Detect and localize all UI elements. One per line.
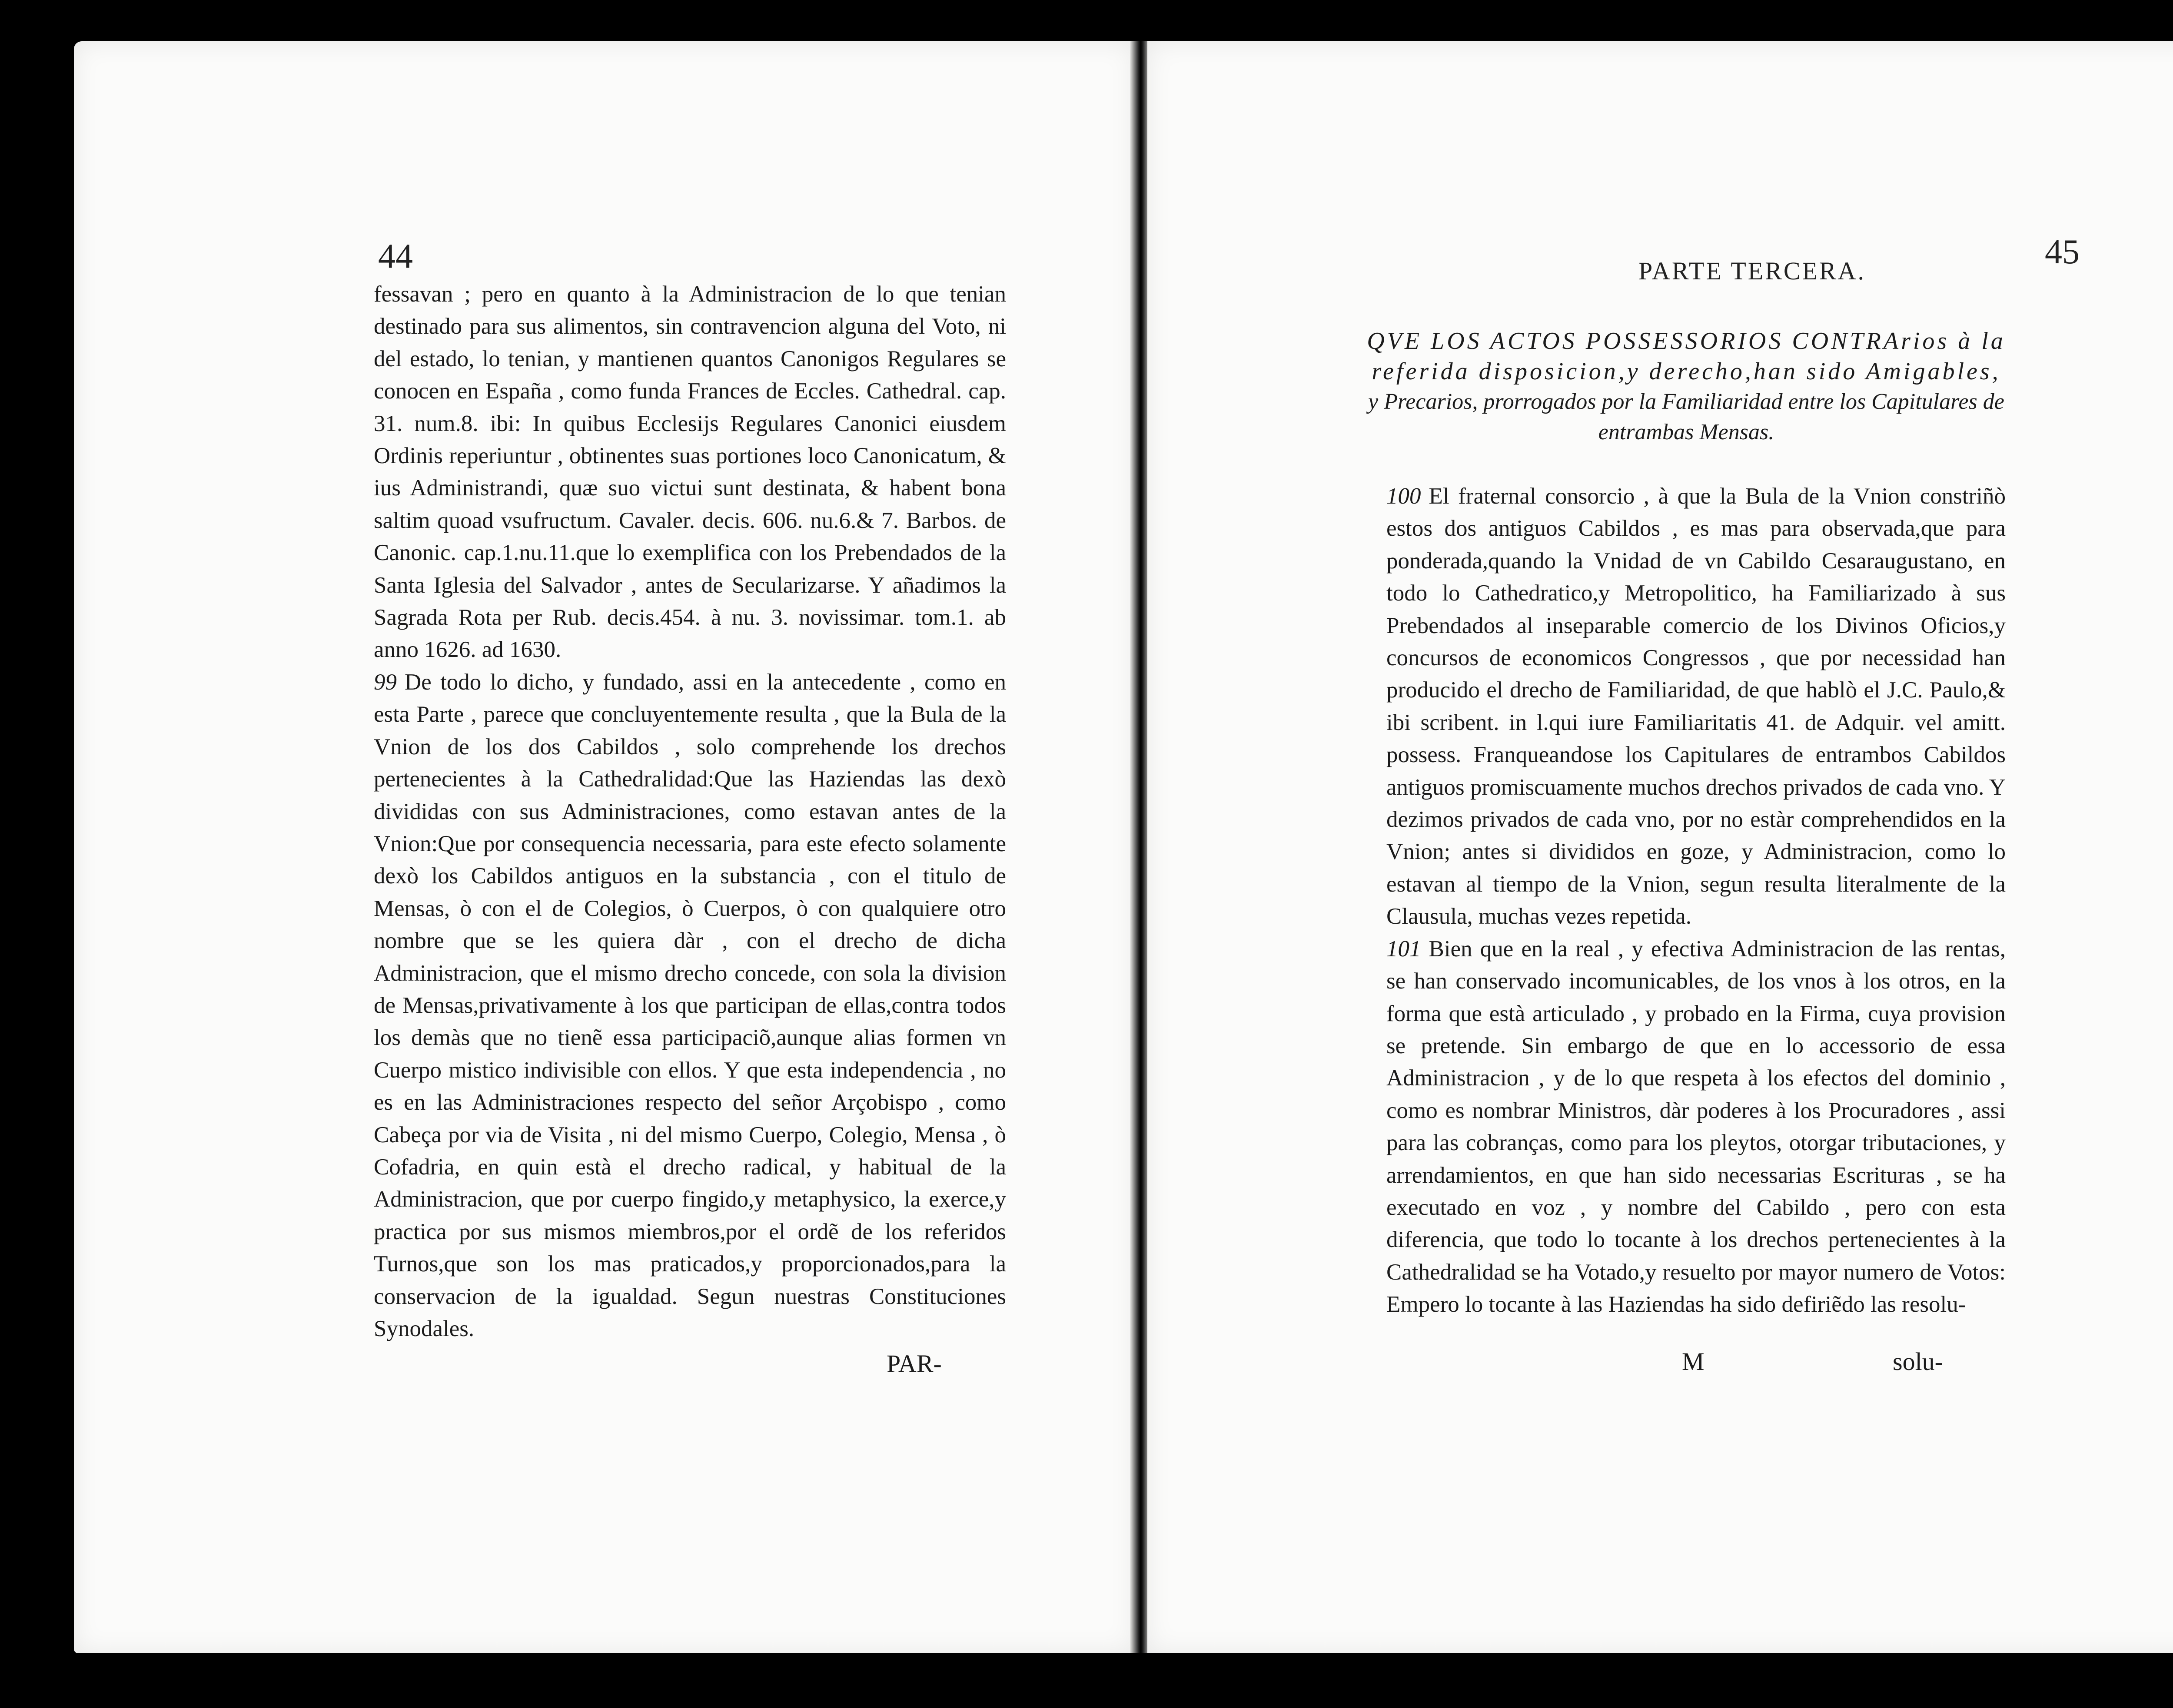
- paragraph-text: De todo lo dicho, y fundado, assi en la antecedente , como en esta Parte , parece que concluyentemente resulta , que la Bula de la Vnion de los dos Cabildos , solo comprehende los drechos pertenecientes à la Cathedralidad:Que las Haziendas las dexò divididas con sus Administraciones, como estavan antes de la Vnion:Que por consequencia necessaria, para este efecto solamente dexò los Cabildos antiguos en la substancia , con el titulo de Mensas, ò con el de Colegios, ò Cuerpos, ò con qualquiere otro nombre que se les quiera dàr , con el drecho de dicha Administracion, que el mismo drecho concede, con sola la division de Mensas,privativamente à los que participan de ellas,contra todos los demàs que no tienẽ essa participaciõ,aunque alias formen vn Cuerpo mistico indivisible con ellos. Y que esta independencia , no es en las Administraciones respecto del señor Arçobispo , como Cabeça por via de Visita , ni del mismo Cuerpo, Colegio, Mensa , ò Cofadria, en quin està el drecho radical, y habitual de la Administracion, que por cuerpo fingido,y metaphysico, la exerce,y practica por sus mismos miembros,por el ordẽ de los referidos Turnos,que son los mas praticados,y proporcionados,para la conservacion de la igualdad. Segun nuestras Constituciones Synodales.: [374, 669, 1006, 1341]
- section-heading-first-line: QVE LOS ACTOS POSSESSORIOS CONTRArios à la referida disposicion,y derecho,han sido Amigables,: [1367, 328, 2006, 385]
- left-text-block: [374, 278, 1006, 1345]
- right-text-block: [1386, 480, 2006, 1321]
- catchword-right: solu-: [1893, 1347, 1943, 1376]
- right-page: [1147, 41, 2173, 1653]
- page-number-right: 45: [2045, 233, 2080, 271]
- paragraph-number: 101: [1386, 936, 1421, 962]
- paragraph-number: 99: [374, 669, 397, 695]
- paragraph-text: Bien que en la real , y efectiva Administracion de las rentas, se han conservado incomunicables, de los vnos à los otros, en la forma que està articulado , y probado en la Firma, cuya provision se pretende. Sin embargo de que en lo accessorio de essa Administracion , y de lo que respeta à los efectos del dominio , como es nombrar Ministros, dàr poderes à los Procuradores , assi para las cobranças, como para los pleytos, otorgar tributaciones, y arrendamientos, en que han sido necessarias Escrituras , se ha executado en voz , y nombre del Cabildo , pero con esta diferencia, que todo lo tocante à los drechos pertenecientes à la Cathedralidad se ha Votado,y resuelto por mayor numero de Votos: Empero lo tocante à las Haziendas ha sido defiriẽdo las resolu-: [1386, 936, 2006, 1317]
- section-heading-rest: y Precarios, prorrogados por la Familiaridad entre los Capitulares de entrambas Mensas.: [1368, 389, 2004, 444]
- book-spread: [74, 41, 2173, 1653]
- show-through-text: [1199, 259, 1334, 563]
- signature-mark: M: [1682, 1347, 1705, 1376]
- paragraph-continued: fessavan ; pero en quanto à la Administracion de lo que tenian destinado para sus alimentos, sin contravencion alguna del Voto, ni del estado, lo tenian, y mantienen quantos Canonigos Regulares se conocen en España , como funda Frances de Eccles. Cathedral. cap. 31. num.8. ibi: In quibus Ecclesijs Regulares Canonici eiusdem Ordinis reperiuntur , obtinentes suas portiones loco Canonicatum, & ius Administrandi, quæ suo victui sunt destinata, & habent bona saltim quoad vsufructum. Cavaler. decis. 606. nu.6.& 7. Barbos. de Canonic. cap.1.nu.11.que lo exemplifica con los Prebendados de la Santa Iglesia del Salvador , antes de Secularizarse. Y añadimos la Sagrada Rota per Rub. decis.454. à nu. 3. novissimar. tom.1. ab anno 1626. ad 1630.: [374, 282, 1006, 663]
- catchword-left: PAR-: [887, 1350, 942, 1378]
- paragraph-99: [374, 666, 1006, 1345]
- running-head: PARTE TERCERA.: [1638, 257, 1866, 285]
- paragraph-number: 100: [1386, 484, 1421, 509]
- left-page: [74, 41, 1134, 1653]
- paragraph-101: [1386, 933, 2006, 1321]
- paragraph-text: El fraternal consorcio , à que la Bula de la Vnion constriñò estos dos antiguos Cabildos , es mas para observada,que para ponderada,quando la Vnidad de vn Cabildo Cesaraugustano, en todo lo Cathedratico,y Metropolitico, ha Familiarizado à sus Prebendados al inseparable comercio de los Divinos Oficios,y concursos de economicos Congressos , que por necessidad han producido el drecho de Familiaridad, de que hablò el J.C. Paulo,& ibi scribent. in l.qui iure Familiaritatis 41. de Adquir. vel amitt. possess. Franqueandose los Capitulares de entrambos Cabildos antiguos promiscuamente muchos drechos privados de cada vno. Y dezimos privados de cada vno, por no estàr comprehendidos en la Vnion; antes si divididos en goze, y Administracion, como lo estavan al tiempo de la Vnion, segun resulta literalmente de la Clausula, muchas vezes repetida.: [1386, 484, 2006, 929]
- paragraph-100: [1386, 480, 2006, 933]
- page-number-left: 44: [378, 237, 413, 275]
- section-heading: [1365, 326, 2008, 448]
